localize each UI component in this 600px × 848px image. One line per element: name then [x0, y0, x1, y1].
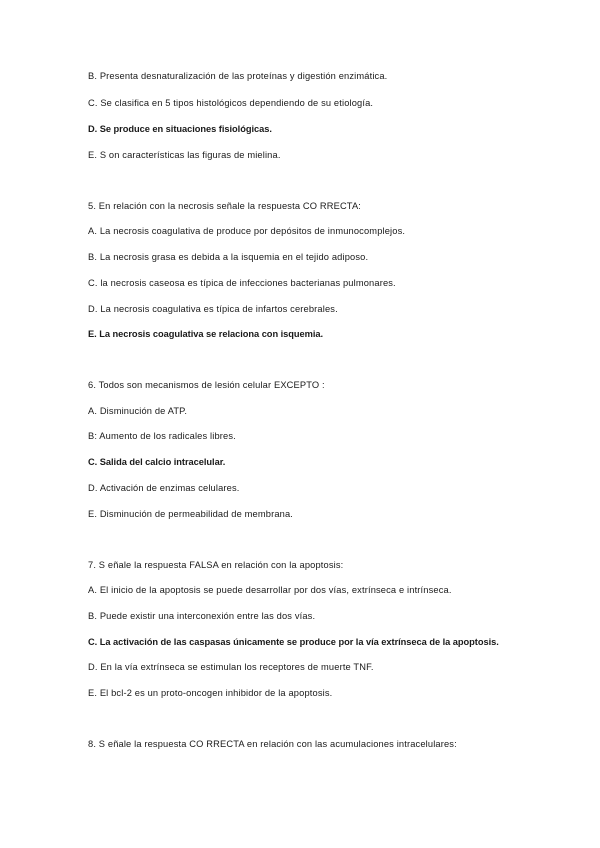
- q6-question: 6. Todos son mecanismos de lesión celular EXCEPTO :: [88, 380, 325, 390]
- q6-option-b: B: Aumento de los radicales libres.: [88, 431, 236, 441]
- q5-option-c: C. la necrosis caseosa es típica de infecciones bacterianas pulmonares.: [88, 278, 396, 288]
- q4-option-e: E. S on características las figuras de mielina.: [88, 150, 281, 160]
- q6-option-e: E. Disminución de permeabilidad de membrana.: [88, 509, 294, 519]
- q5-option-d: D. La necrosis coagulativa es típica de infartos cerebrales.: [88, 304, 338, 314]
- q4-option-b: B. Presenta desnaturalización de las proteínas y digestión enzimática.: [88, 71, 388, 81]
- q5-option-a: A. La necrosis coagulativa de produce por depósitos de inmunocomplejos.: [88, 226, 406, 236]
- q7-question: 7. S eñale la respuesta FALSA en relación con la apoptosis:: [88, 560, 344, 570]
- q6-option-c-answer: C. Salida del calcio intracelular.: [88, 457, 226, 467]
- q4-option-c: C. Se clasifica en 5 tipos histológicos dependiendo de su etiología.: [88, 98, 374, 108]
- q7-option-d: D. En la vía extrínseca se estimulan los receptores de muerte TNF.: [88, 662, 374, 672]
- q4-option-d-answer: D. Se produce en situaciones fisiológicas.: [88, 124, 272, 134]
- q7-option-b: B. Puede existir una interconexión entre las dos vías.: [88, 611, 316, 621]
- q7-option-a: A. El inicio de la apoptosis se puede desarrollar por dos vías, extrínseca e intrínseca.: [88, 585, 452, 595]
- q5-option-b: B. La necrosis grasa es debida a la isquemia en el tejido adiposo.: [88, 252, 369, 262]
- q5-question: 5. En relación con la necrosis señale la respuesta CO RRECTA:: [88, 201, 362, 211]
- q8-question: 8. S eñale la respuesta CO RRECTA en relación con las acumulaciones intracelulares:: [88, 739, 457, 749]
- q5-option-e-answer: E. La necrosis coagulativa se relaciona con isquemia.: [88, 329, 324, 339]
- q7-option-c-answer: C. La activación de las caspasas únicamente se produce por la vía extrínseca de la apoptosis.: [88, 637, 499, 647]
- q7-option-e: E. El bcl-2 es un proto-oncogen inhibidor de la apoptosis.: [88, 688, 333, 698]
- q6-option-d: D. Activación de enzimas celulares.: [88, 483, 240, 493]
- q6-option-a: A. Disminución de ATP.: [88, 406, 188, 416]
